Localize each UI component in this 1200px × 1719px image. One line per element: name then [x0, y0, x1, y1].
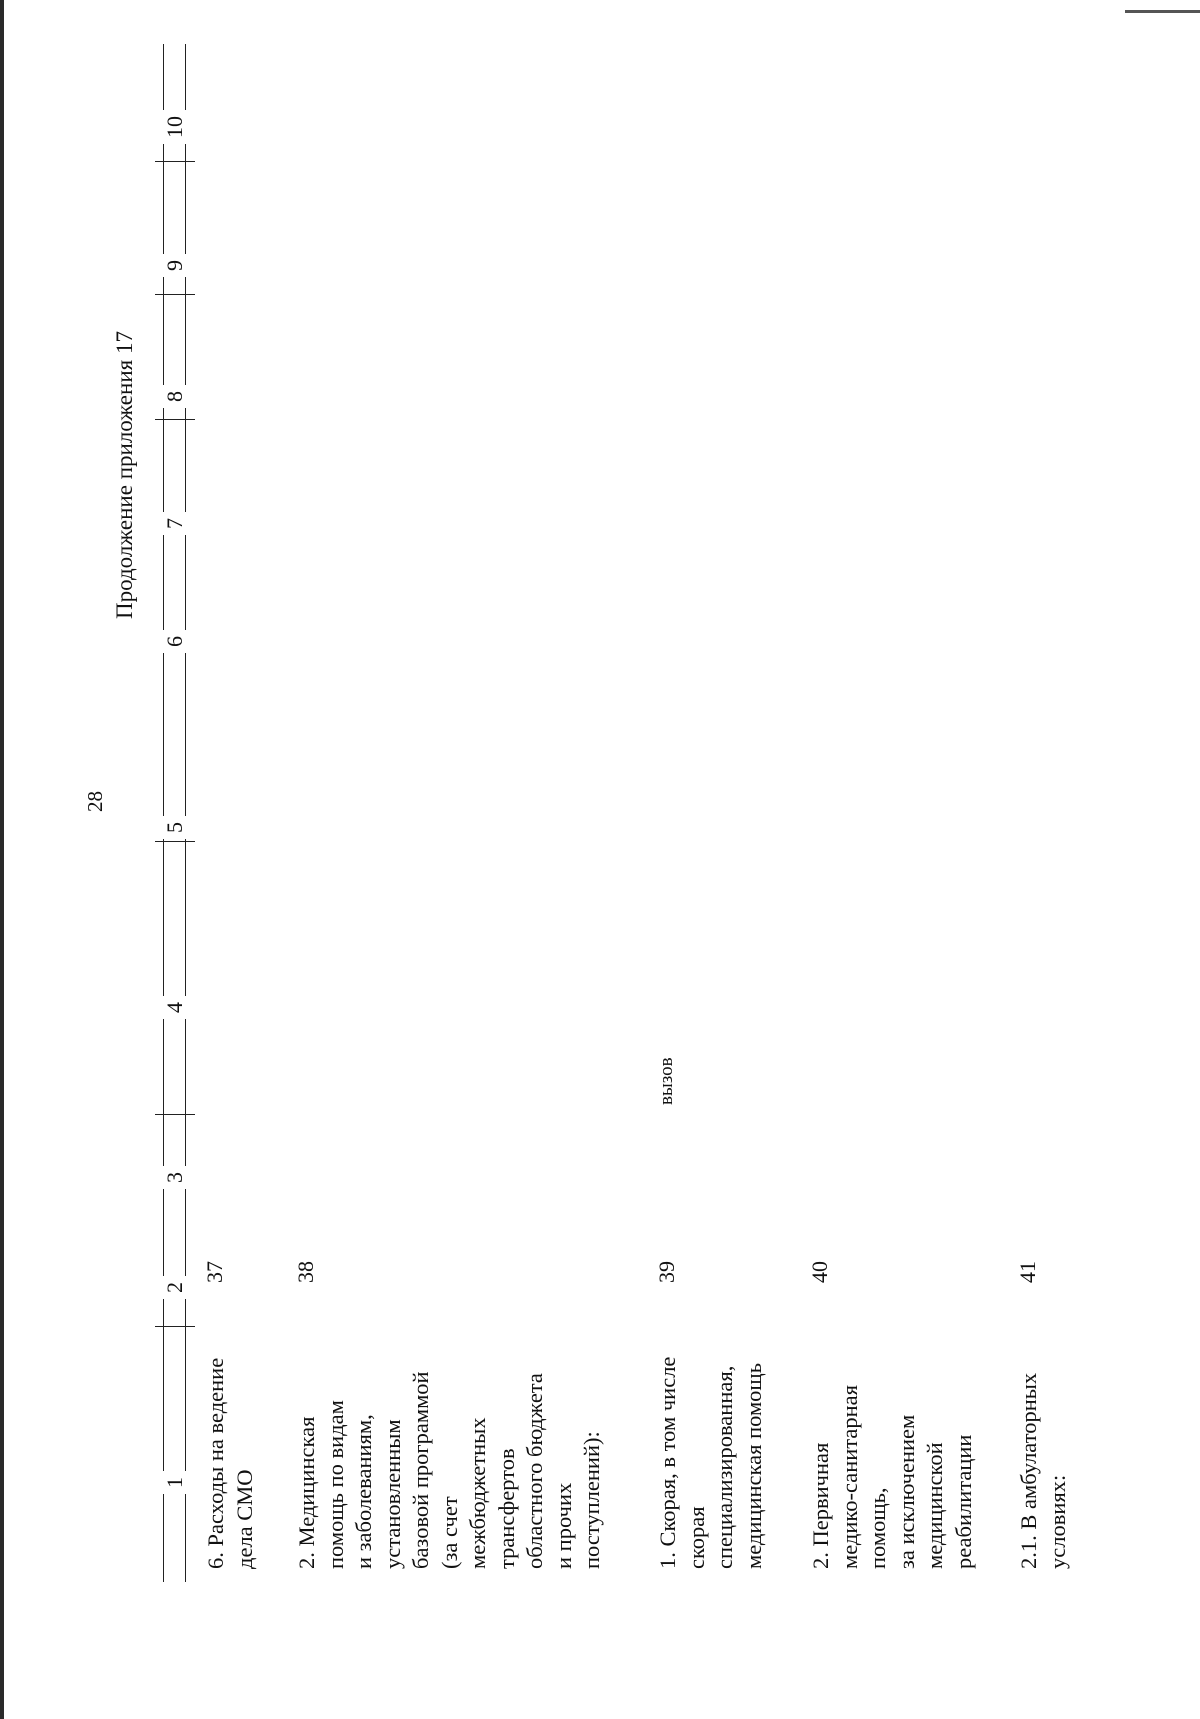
column-number: 4	[155, 996, 195, 1019]
row-label	[293, 1239, 607, 1569]
column-divider	[155, 1326, 195, 1327]
label-line: условиях:	[1044, 1474, 1070, 1569]
label-line: и прочих	[550, 1482, 576, 1569]
label-line: поступлений):	[579, 1431, 604, 1569]
column-number: 10	[155, 110, 195, 144]
row-code: 39	[654, 1261, 679, 1283]
label-line: скорая	[683, 1506, 709, 1569]
label-line: установленным	[379, 1419, 405, 1569]
row-code: 37	[202, 1261, 227, 1283]
column-divider	[155, 1114, 195, 1115]
label-line: 2. Первичная	[808, 1442, 833, 1569]
column-number: 3	[155, 1166, 195, 1189]
label-line: 2. Медицинская	[294, 1416, 319, 1569]
column-divider	[155, 419, 195, 420]
column-number: 7	[155, 512, 195, 535]
label-line: за исключением	[893, 1414, 919, 1569]
column-divider	[155, 294, 195, 295]
label-line: реабилитации	[950, 1434, 976, 1569]
row-label	[1015, 1239, 1072, 1569]
column-number: 1	[155, 1471, 195, 1494]
continuation-title: Продолжение приложения 17	[112, 331, 137, 619]
label-line: 1. Скорая, в том числе	[655, 1356, 680, 1569]
label-line: и заболеваниям,	[351, 1414, 376, 1569]
column-divider	[155, 161, 195, 162]
label-line: трансфертов	[493, 1448, 519, 1569]
row-label	[654, 1239, 768, 1569]
label-line: межбюджетных	[465, 1417, 490, 1569]
column-divider	[155, 841, 195, 842]
label-line: медицинская помощь	[740, 1362, 766, 1569]
row-unit: вызов	[656, 1057, 677, 1105]
column-number: 9	[155, 254, 195, 277]
row-code: 40	[807, 1261, 832, 1283]
page-number: 28	[83, 791, 107, 812]
column-number: 6	[155, 630, 195, 653]
row-label	[202, 1239, 259, 1569]
label-line: помощь,	[865, 1487, 890, 1569]
label-line: 2.1. В амбулаторных	[1016, 1372, 1041, 1569]
column-number: 5	[155, 816, 195, 839]
label-line: (за счет	[436, 1496, 462, 1569]
column-number: 2	[155, 1276, 195, 1299]
row-code: 41	[1015, 1261, 1040, 1283]
label-line: специализированная,	[712, 1365, 737, 1569]
label-line: медико-санитарная	[836, 1385, 862, 1569]
label-line: медицинской	[922, 1442, 947, 1569]
label-line: помощь по видам	[322, 1400, 348, 1569]
label-line: дела СМО	[231, 1469, 257, 1569]
row-label	[807, 1239, 978, 1569]
column-number: 8	[155, 385, 195, 408]
row-code: 38	[293, 1261, 318, 1283]
label-line: 6. Расходы на ведение	[203, 1357, 228, 1569]
label-line: областного бюджета	[522, 1373, 547, 1569]
label-line: базовой программой	[408, 1371, 433, 1569]
